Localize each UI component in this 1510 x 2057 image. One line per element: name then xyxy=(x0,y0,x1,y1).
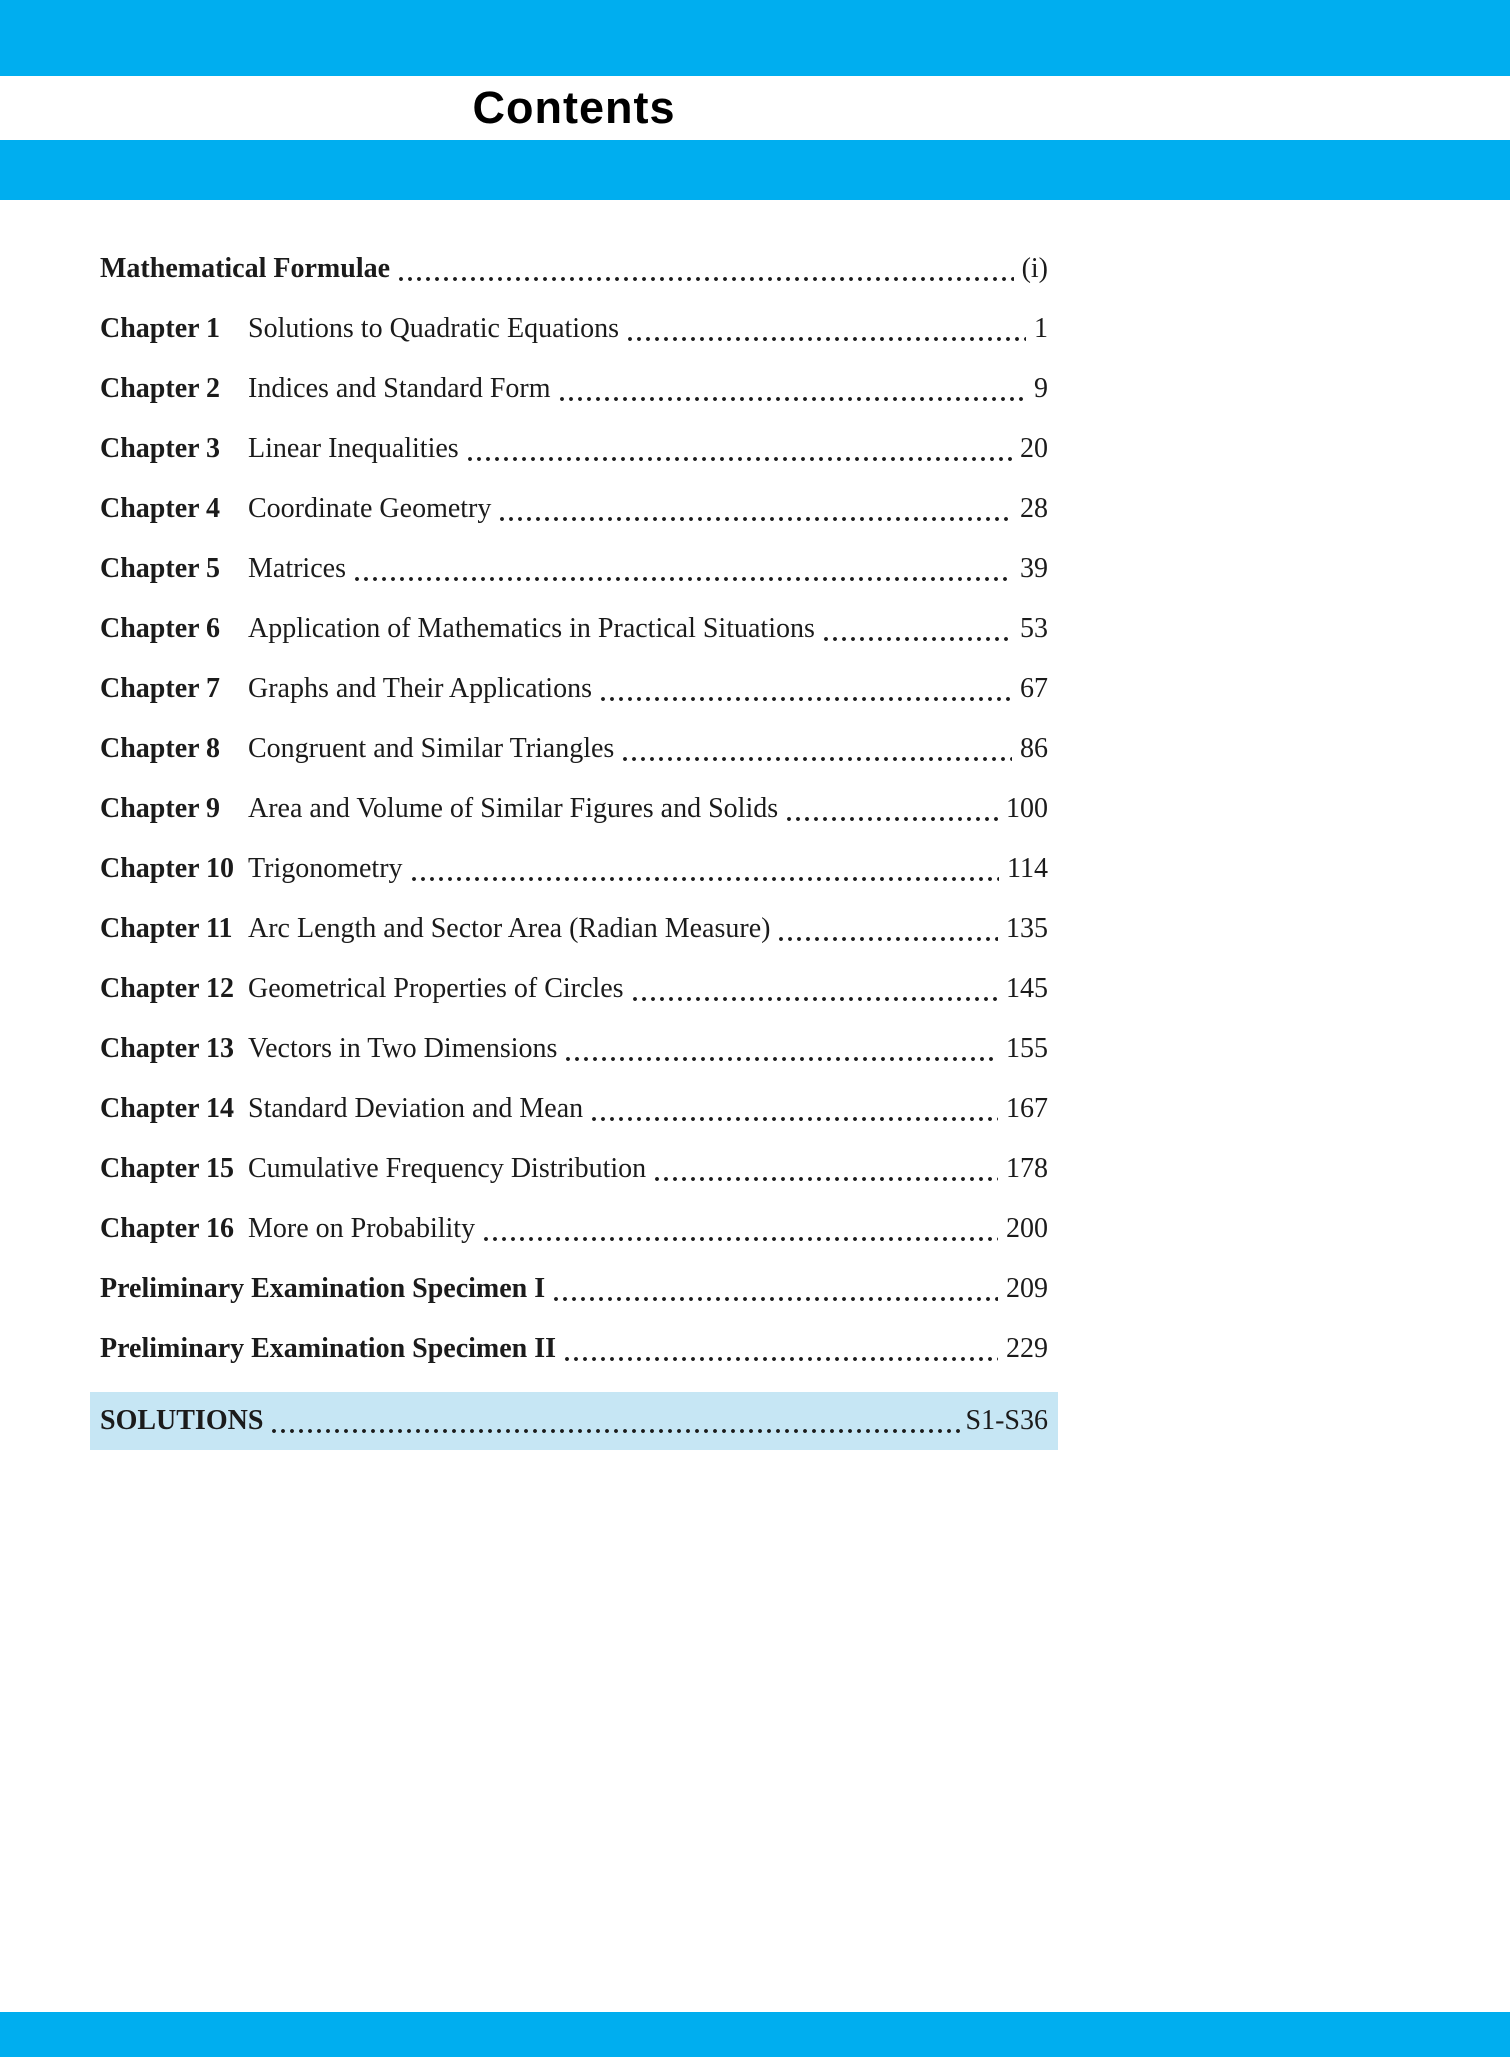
exam-specimen-rows xyxy=(100,1272,1048,1366)
chapter-title: Application of Mathematics in Practical Situations xyxy=(248,613,815,644)
page-number: 100 xyxy=(1006,793,1048,824)
toc-row-chapter xyxy=(100,432,1048,466)
dot-leader xyxy=(398,276,1014,282)
chapter-label: Chapter 1 xyxy=(100,313,221,344)
page-number: 67 xyxy=(1020,673,1048,704)
chapter-label: Chapter 8 xyxy=(100,733,221,764)
page-number: 28 xyxy=(1020,493,1048,524)
toc-row-formulae xyxy=(100,252,1048,286)
entry-label: Preliminary Examination Specimen II xyxy=(100,1333,557,1364)
page-number: 114 xyxy=(1007,853,1048,884)
chapter-title: Graphs and Their Applications xyxy=(248,673,592,704)
chapter-label: Chapter 5 xyxy=(100,553,221,584)
toc-row-exam-specimen xyxy=(100,1272,1048,1306)
page-number: 1 xyxy=(1034,313,1048,344)
chapter-title: Coordinate Geometry xyxy=(248,493,492,524)
page-number: 155 xyxy=(1006,1033,1048,1064)
dot-leader xyxy=(627,336,1026,342)
toc-row-chapter xyxy=(100,612,1048,646)
page-number: 9 xyxy=(1034,373,1048,404)
dot-leader xyxy=(553,1296,998,1302)
toc-row-chapter xyxy=(100,852,1048,886)
page-number: S1-S36 xyxy=(965,1405,1048,1436)
dot-leader xyxy=(632,996,998,1002)
entry-label: Preliminary Examination Specimen I xyxy=(100,1273,546,1304)
page-number: 20 xyxy=(1020,433,1048,464)
page-number: 135 xyxy=(1006,913,1048,944)
toc-row-chapter xyxy=(100,1032,1048,1066)
toc-row-chapter xyxy=(100,672,1048,706)
chapter-title: More on Probability xyxy=(248,1213,476,1244)
page-number: 39 xyxy=(1020,553,1048,584)
page-number: 167 xyxy=(1006,1093,1048,1124)
toc-row-chapter xyxy=(100,972,1048,1006)
dot-leader xyxy=(565,1056,998,1062)
top-color-band xyxy=(0,0,1510,76)
dot-leader xyxy=(591,1116,998,1122)
entry-label: SOLUTIONS xyxy=(100,1405,264,1436)
chapter-title: Indices and Standard Form xyxy=(248,373,551,404)
page-number: 229 xyxy=(1006,1333,1048,1364)
dot-leader xyxy=(271,1428,963,1434)
page-number: 145 xyxy=(1006,973,1048,1004)
dot-leader xyxy=(411,876,999,882)
toc-row-chapter xyxy=(100,792,1048,826)
dot-leader xyxy=(564,1356,998,1362)
page-number: 86 xyxy=(1020,733,1048,764)
page-number: 200 xyxy=(1006,1213,1048,1244)
dot-leader xyxy=(499,516,1012,522)
dot-leader xyxy=(600,696,1012,702)
chapter-label: Chapter 11 xyxy=(100,913,233,944)
title-strip xyxy=(0,76,1510,140)
chapter-title: Arc Length and Sector Area (Radian Measure) xyxy=(248,913,771,944)
dot-leader xyxy=(823,636,1012,642)
dot-leader xyxy=(467,456,1012,462)
toc-row-chapter xyxy=(100,1212,1048,1246)
chapter-title: Congruent and Similar Triangles xyxy=(248,733,615,764)
chapter-label: Chapter 4 xyxy=(100,493,221,524)
toc-row-solutions xyxy=(90,1392,1058,1450)
toc-row-chapter xyxy=(100,732,1048,766)
page-number: 178 xyxy=(1006,1153,1048,1184)
chapter-label: Chapter 2 xyxy=(100,373,221,404)
chapter-title: Geometrical Properties of Circles xyxy=(248,973,624,1004)
dot-leader xyxy=(778,936,998,942)
chapter-title: Area and Volume of Similar Figures and Solids xyxy=(248,793,779,824)
entry-label: Mathematical Formulae xyxy=(100,253,391,284)
second-color-band xyxy=(0,140,1510,200)
chapter-label: Chapter 14 xyxy=(100,1093,235,1124)
chapter-label: Chapter 16 xyxy=(100,1213,235,1244)
dot-leader xyxy=(622,756,1012,762)
toc-row-exam-specimen xyxy=(100,1332,1048,1366)
chapter-title: Cumulative Frequency Distribution xyxy=(248,1153,647,1184)
page-number: 209 xyxy=(1006,1273,1048,1304)
chapter-label: Chapter 15 xyxy=(100,1153,235,1184)
dot-leader xyxy=(654,1176,998,1182)
chapter-label: Chapter 3 xyxy=(100,433,221,464)
chapter-label: Chapter 6 xyxy=(100,613,221,644)
table-of-contents xyxy=(100,200,1048,1450)
toc-row-chapter xyxy=(100,312,1048,346)
chapter-title: Vectors in Two Dimensions xyxy=(248,1033,558,1064)
toc-row-chapter xyxy=(100,1092,1048,1126)
chapter-rows xyxy=(100,312,1048,1246)
dot-leader xyxy=(786,816,998,822)
dot-leader xyxy=(354,576,1012,582)
toc-row-chapter xyxy=(100,912,1048,946)
toc-row-chapter xyxy=(100,492,1048,526)
chapter-label: Chapter 12 xyxy=(100,973,235,1004)
chapter-label: Chapter 10 xyxy=(100,853,235,884)
toc-row-chapter xyxy=(100,552,1048,586)
chapter-label: Chapter 9 xyxy=(100,793,221,824)
chapter-title: Trigonometry xyxy=(248,853,403,884)
bottom-color-band xyxy=(0,2012,1510,2057)
chapter-title: Matrices xyxy=(248,553,346,584)
chapter-title: Solutions to Quadratic Equations xyxy=(248,313,619,344)
chapter-label: Chapter 13 xyxy=(100,1033,235,1064)
page-number: 53 xyxy=(1020,613,1048,644)
page-number: (i) xyxy=(1021,253,1048,284)
chapter-title: Standard Deviation and Mean xyxy=(248,1093,584,1124)
dot-leader xyxy=(483,1236,998,1242)
page-title: Contents xyxy=(472,82,676,133)
chapter-label: Chapter 7 xyxy=(100,673,221,704)
chapter-title: Linear Inequalities xyxy=(248,433,459,464)
toc-row-chapter xyxy=(100,1152,1048,1186)
toc-row-chapter xyxy=(100,372,1048,406)
dot-leader xyxy=(559,396,1027,402)
